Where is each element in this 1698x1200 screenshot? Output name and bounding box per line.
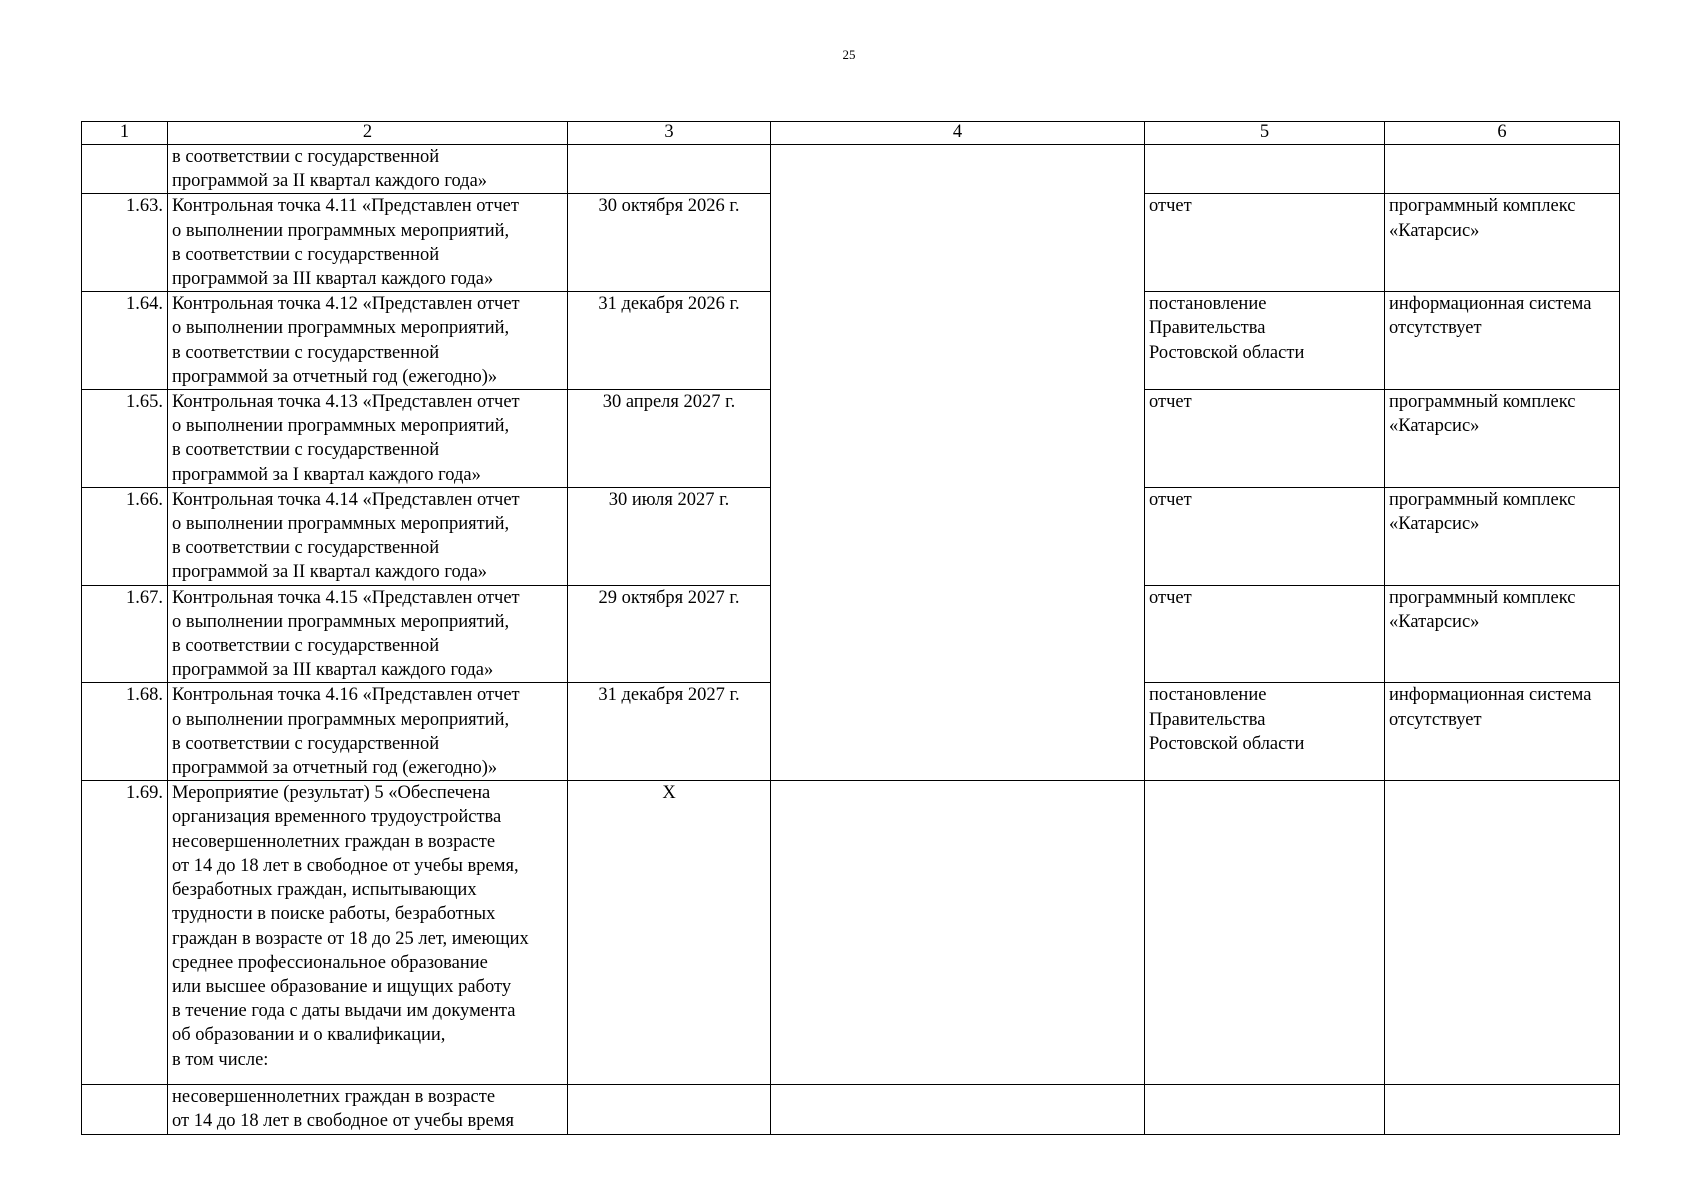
description-cell: Мероприятие (результат) 5 «Обеспечена организация временного трудоустройства несовершеннолетних граждан в возрасте от 14 до 18 лет в свободное от учебы время, безработных граждан, испытывающих трудности в поиске работы, безработных граждан в возрасте от 18 до 25 лет, имеющих среднее профессиональное образование или высшее образование и ищущих работу в течение года с даты выдачи им документа об образовании и о квалификации, в том числе: xyxy=(168,781,568,1085)
system-cell: информационная система отсутствует xyxy=(1385,292,1620,390)
date-cell xyxy=(568,145,771,194)
row-number-cell: 1.65. xyxy=(82,390,168,488)
document-cell: отчет xyxy=(1145,194,1385,292)
system-cell: программный комплекс «Катарсис» xyxy=(1385,585,1620,683)
description-cell: Контрольная точка 4.15 «Представлен отчет о выполнении программных мероприятий, в соответствии с государственной программой за III квартал каждого года» xyxy=(168,585,568,683)
system-cell xyxy=(1385,1085,1620,1134)
row-number-cell: 1.64. xyxy=(82,292,168,390)
date-cell: Х xyxy=(568,781,771,1085)
description-cell: Контрольная точка 4.12 «Представлен отчет о выполнении программных мероприятий, в соответствии с государственной программой за отчетный год (ежегодно)» xyxy=(168,292,568,390)
row-number-cell xyxy=(82,1085,168,1134)
table-row xyxy=(82,1085,1620,1134)
column-header: 1 xyxy=(82,122,168,145)
document-cell: постановление Правительства Ростовской области xyxy=(1145,683,1385,781)
date-cell: 31 декабря 2027 г. xyxy=(568,683,771,781)
document-cell: отчет xyxy=(1145,487,1385,585)
table-header-row xyxy=(82,122,1620,145)
date-cell: 31 декабря 2026 г. xyxy=(568,292,771,390)
description-cell: Контрольная точка 4.11 «Представлен отчет о выполнении программных мероприятий, в соответствии с государственной программой за III квартал каждого года» xyxy=(168,194,568,292)
description-cell: Контрольная точка 4.14 «Представлен отчет о выполнении программных мероприятий, в соответствии с государственной программой за II квартал каждого года» xyxy=(168,487,568,585)
responsible-cell-merged xyxy=(771,145,1145,781)
column-header: 5 xyxy=(1145,122,1385,145)
document-cell: отчет xyxy=(1145,585,1385,683)
date-cell: 30 июля 2027 г. xyxy=(568,487,771,585)
system-cell xyxy=(1385,781,1620,1085)
description-cell: несовершеннолетних граждан в возрасте от 14 до 18 лет в свободное от учебы время xyxy=(168,1085,568,1134)
date-cell: 30 апреля 2027 г. xyxy=(568,390,771,488)
responsible-cell xyxy=(771,1085,1145,1134)
page-number: 25 xyxy=(842,47,856,62)
column-header: 3 xyxy=(568,122,771,145)
document-cell xyxy=(1145,781,1385,1085)
column-header: 6 xyxy=(1385,122,1620,145)
date-cell: 29 октября 2027 г. xyxy=(568,585,771,683)
row-number-cell: 1.66. xyxy=(82,487,168,585)
row-number-cell: 1.69. xyxy=(82,781,168,1085)
date-cell xyxy=(568,1085,771,1134)
date-cell: 30 октября 2026 г. xyxy=(568,194,771,292)
control-points-table xyxy=(81,121,1620,1135)
description-cell: Контрольная точка 4.13 «Представлен отчет о выполнении программных мероприятий, в соответствии с государственной программой за I квартал каждого года» xyxy=(168,390,568,488)
description-cell: в соответствии с государственной программой за II квартал каждого года» xyxy=(168,145,568,194)
document-cell xyxy=(1145,145,1385,194)
responsible-cell xyxy=(771,781,1145,1085)
row-number-cell: 1.67. xyxy=(82,585,168,683)
description-cell: Контрольная точка 4.16 «Представлен отчет о выполнении программных мероприятий, в соответствии с государственной программой за отчетный год (ежегодно)» xyxy=(168,683,568,781)
system-cell: программный комплекс «Катарсис» xyxy=(1385,390,1620,488)
system-cell: программный комплекс «Катарсис» xyxy=(1385,194,1620,292)
column-header: 2 xyxy=(168,122,568,145)
document-cell: отчет xyxy=(1145,390,1385,488)
system-cell xyxy=(1385,145,1620,194)
system-cell: программный комплекс «Катарсис» xyxy=(1385,487,1620,585)
table-row xyxy=(82,781,1620,1085)
document-cell: постановление Правительства Ростовской области xyxy=(1145,292,1385,390)
system-cell: информационная система отсутствует xyxy=(1385,683,1620,781)
column-header: 4 xyxy=(771,122,1145,145)
document-cell xyxy=(1145,1085,1385,1134)
row-number-cell: 1.68. xyxy=(82,683,168,781)
row-number-cell: 1.63. xyxy=(82,194,168,292)
table-row xyxy=(82,145,1620,194)
row-number-cell xyxy=(82,145,168,194)
